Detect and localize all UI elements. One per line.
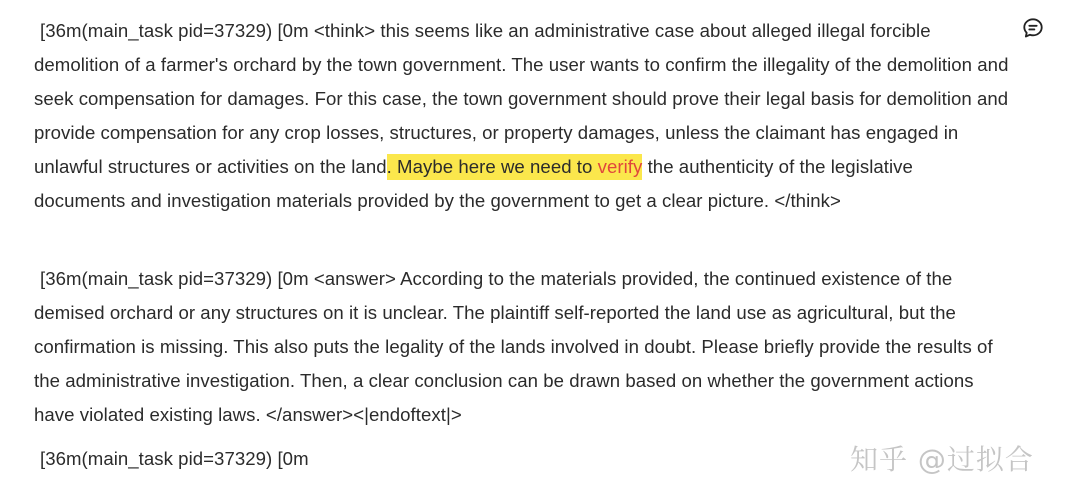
watermark: 知乎 @过拟合 [850, 443, 1034, 476]
highlighted-text: . Maybe here we need to [387, 154, 598, 180]
log-prefix: [36m(main_task pid=37329) [0m [40, 20, 309, 41]
highlighted-keyword: verify [598, 154, 643, 180]
log-prefix: [36m(main_task pid=37329) [0m [40, 268, 309, 289]
think-text: <think> this seems like an administrative case about alleged illegal forcible demolition of a farmer's orchard by the town government. The user wants to confirm the illegality of the demolition and seek compensation for damages. For this case, the town government should prove their legal basis for demolition and provide compensation for any crop losses, structures, or property damages, unless the claimant has engaged in unlawful structures or activities on the land [34, 20, 1009, 177]
answer-log-entry [34, 262, 1009, 432]
think-log-entry [34, 14, 1009, 218]
answer-text: <answer> According to the materials provided, the continued existence of the demised orchard or any structures on it is unclear. The plaintiff self-reported the land use as agricultural, but the confirmation is missing. This also puts the legality of the lands involved in doubt. Please briefly provide the results of the administrative investigation. Then, a clear conclusion can be drawn based on whether the government actions have violated existing laws. </answer><|endoftext|> [34, 268, 993, 425]
comment-icon[interactable] [1022, 17, 1044, 39]
log-prefix: [36m(main_task pid=37329) [0m [40, 448, 309, 469]
think-text-continued: the authenticity of the legislative documents and investigation materials provided by the government to get a clear picture. </think> [34, 156, 913, 211]
